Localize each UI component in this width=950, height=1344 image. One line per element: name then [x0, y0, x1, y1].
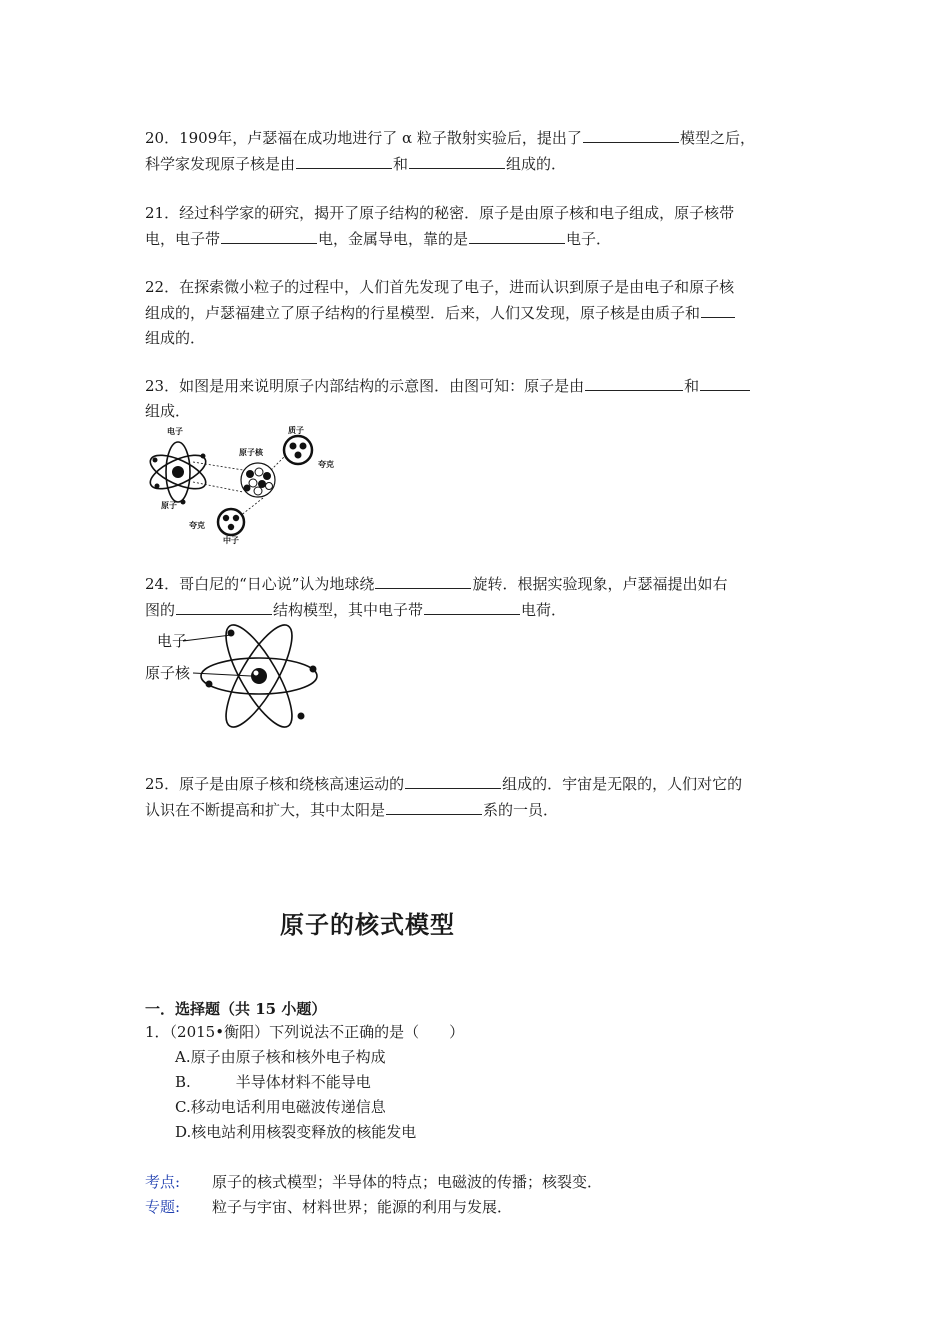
nucleus-dot [251, 668, 267, 684]
zhuanti-row [145, 1196, 513, 1218]
q21-line2: 电，电子带 电，金属导电，靠的是 电子． [145, 230, 612, 248]
q24-line1: 24．哥白尼的“日心说”认为地球绕 旋转．根据实验现象，卢瑟福提出如右 [145, 575, 728, 593]
answer-blank[interactable] [585, 376, 683, 391]
q22-line2: 组成的，卢瑟福建立了原子结构的行星模型．后来，人们又发现，原子核是由质子和 [145, 302, 736, 324]
q23-line2: 组成． [145, 402, 191, 420]
answer-blank[interactable] [701, 303, 735, 318]
q25-line2: 认识在不断提高和扩大，其中太阳是 系的一员． [145, 801, 559, 819]
label-atom: 原子 [161, 501, 177, 510]
nucleus-highlight [254, 671, 259, 676]
label-electron: 电子 [167, 427, 183, 436]
atom-electrons [153, 454, 206, 505]
answer-blank[interactable] [386, 800, 482, 815]
nucleus-cluster [241, 463, 275, 497]
label-proton: 质子 [288, 426, 304, 435]
q20-line2: 科学家发现原子核是由 和 组成的． [145, 155, 567, 173]
page-title: 原子的核式模型 [280, 911, 455, 939]
q25-line1: 25．原子是由原子核和绕核高速运动的 组成的．宇宙是无限的，人们对它的 [145, 775, 743, 793]
answer-blank[interactable] [700, 376, 750, 391]
label-nucleus: 原子核 [239, 448, 263, 457]
answer-blank[interactable] [375, 574, 471, 589]
answer-blank[interactable] [296, 154, 392, 169]
q1-option-a[interactable]: A.原子由原子核和核外电子构成 [175, 1048, 386, 1066]
answer-blank[interactable] [424, 600, 520, 615]
zhuanti-value: 粒子与宇宙、材料世界；能源的利用与发展． [212, 1198, 513, 1216]
answer-blank[interactable] [176, 600, 272, 615]
atom-structure-figure [143, 420, 363, 545]
section-heading: 一．选择题（共 15 小题） [145, 1000, 327, 1018]
q22-line1: 22．在探索微小粒子的过程中，人们首先发现了电子，进而认识到原子是由电子和原子核 [145, 278, 735, 296]
q1-option-b[interactable]: B. 半导体材料不能导电 [175, 1073, 371, 1091]
answer-blank[interactable] [583, 128, 679, 143]
rutherford-model-figure [143, 622, 323, 730]
q1-option-c[interactable]: C.移动电话利用电磁波传递信息 [175, 1098, 386, 1116]
answer-blank[interactable] [469, 229, 565, 244]
q1-stem: 1．（2015•衡阳）下列说法不正确的是（ ） [145, 1023, 465, 1041]
label-quark-bottom: 夸克 [189, 521, 205, 530]
label-nucleus: 原子核 [145, 664, 191, 682]
q1-option-d[interactable]: D.核电站利用核裂变释放的核能发电 [175, 1123, 417, 1141]
label-neutron: 中子 [223, 536, 239, 545]
label-quark-top: 夸克 [318, 460, 334, 469]
answer-blank[interactable] [221, 229, 317, 244]
proton-circle [284, 436, 312, 464]
kaodian-row [145, 1171, 603, 1193]
label-electron: 电子 [157, 632, 188, 650]
answer-blank[interactable] [409, 154, 505, 169]
kaodian-label: 考点: [145, 1173, 181, 1191]
q23-line1: 23．如图是用来说明原子内部结构的示意图．由图可知：原子是由 和 [145, 375, 751, 397]
q21-line1: 21．经过科学家的研究，揭开了原子结构的秘密．原子是由原子核和电子组成，原子核带 [145, 204, 735, 222]
answer-blank[interactable] [405, 774, 501, 789]
label-pointers [183, 635, 251, 676]
zhuanti-label: 专题: [145, 1198, 181, 1216]
q20-line1: 20．1909年，卢瑟福在成功地进行了 α 粒子散射实验后，提出了 模型之后， [145, 129, 755, 147]
q24-line2: 图的 结构模型，其中电子带 电荷． [145, 601, 567, 619]
atom-nucleus-dot [172, 466, 184, 478]
q22-line3: 组成的． [145, 329, 206, 347]
kaodian-value: 原子的核式模型；半导体的特点；电磁波的传播；核裂变． [212, 1173, 603, 1191]
neutron-circle [218, 509, 244, 535]
